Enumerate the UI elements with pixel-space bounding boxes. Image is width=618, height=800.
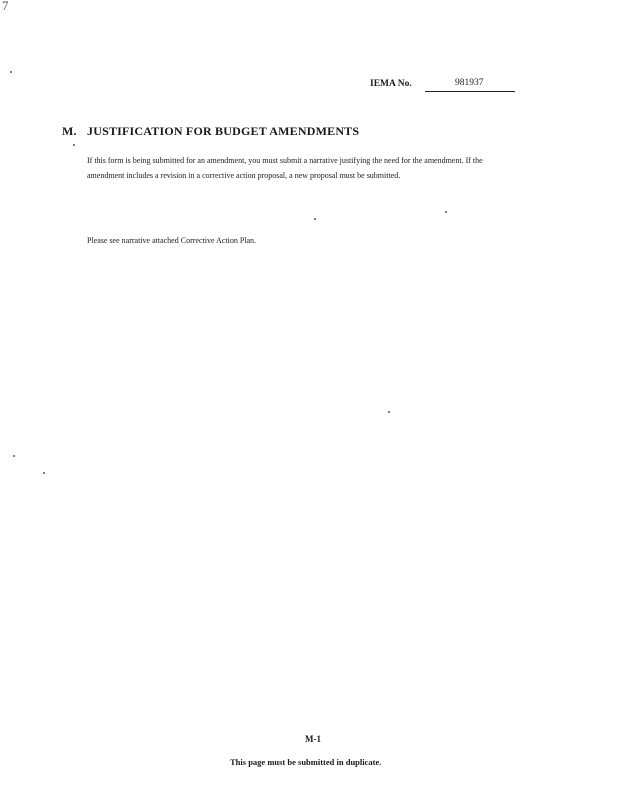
iema-number-line <box>425 79 515 92</box>
scan-speck <box>10 71 12 73</box>
corner-mark: 7 <box>2 0 9 13</box>
scan-speck <box>13 455 15 457</box>
scan-speck <box>73 144 75 146</box>
instructions-text: If this form is being submitted for an amendment, you must submit a narrative justifying the need for the amendment. If the amendment includes a revision in a corrective action proposal, a new proposal must be submitted. <box>87 156 483 180</box>
scan-speck <box>445 211 447 213</box>
iema-number-field <box>370 78 484 89</box>
duplicate-note: This page must be submitted in duplicate. <box>230 757 382 767</box>
scan-speck <box>314 218 316 220</box>
page-number: M-1 <box>305 734 321 744</box>
section-heading <box>62 124 359 139</box>
section-letter: M. <box>62 124 77 138</box>
narrative-text: Please see narrative attached Corrective Action Plan. <box>87 236 257 245</box>
section-title: JUSTIFICATION FOR BUDGET AMENDMENTS <box>87 124 360 138</box>
scan-speck <box>43 472 45 474</box>
iema-label: IEMA No. <box>370 79 412 89</box>
iema-number-value: 981937 <box>455 78 484 88</box>
scan-speck <box>388 411 390 413</box>
